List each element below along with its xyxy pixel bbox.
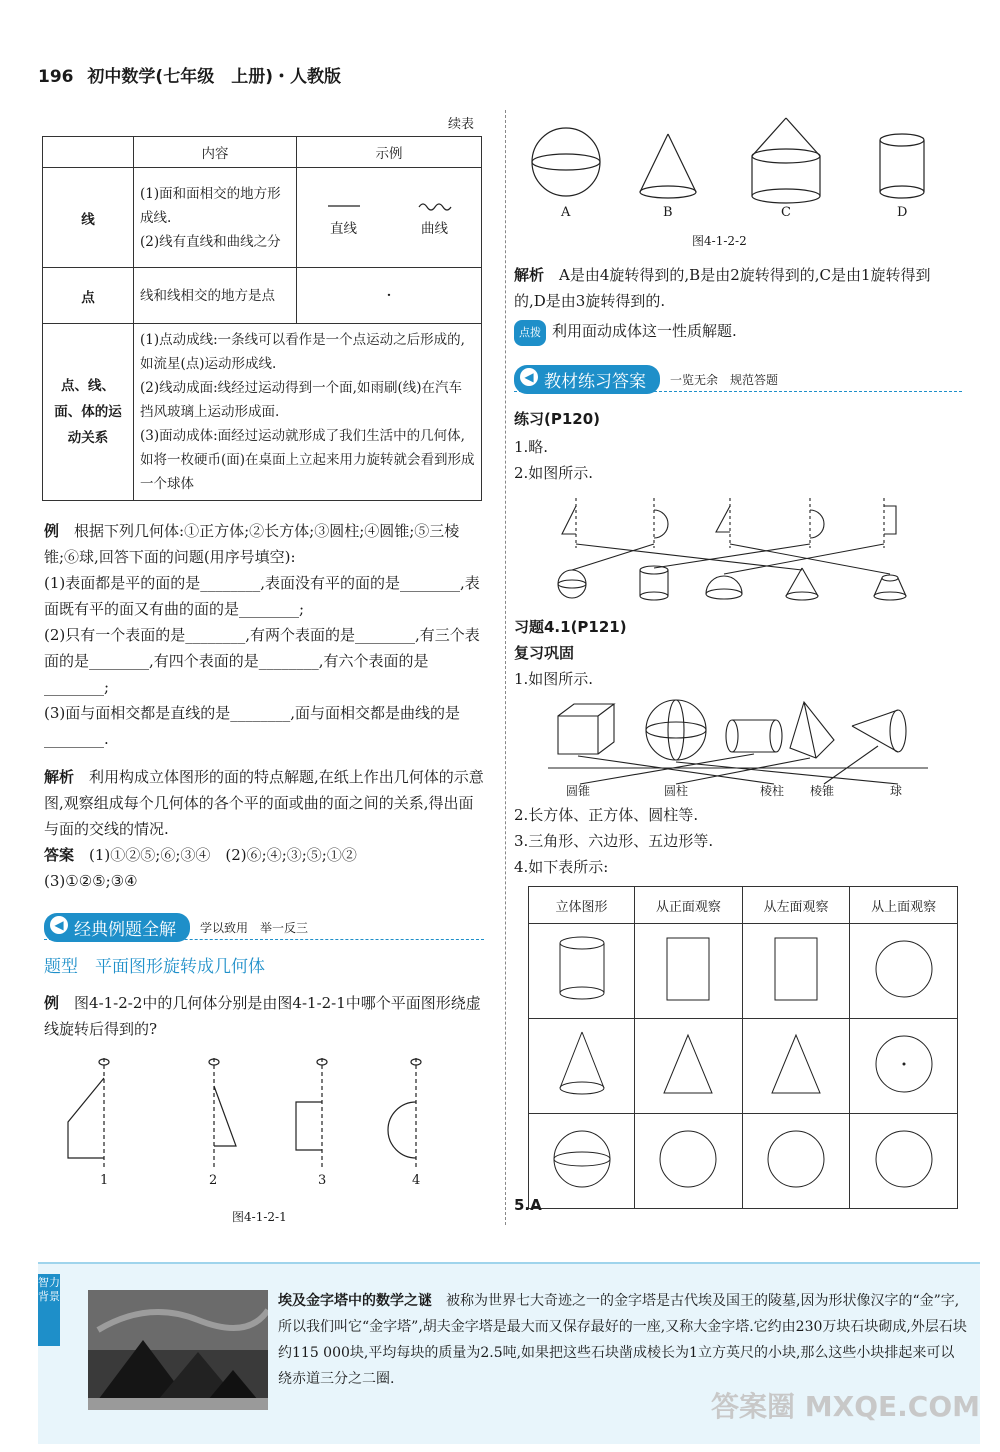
exercise-4: 4.如下表所示: bbox=[514, 858, 609, 876]
line-content-1: (1)面和面相交的地方形成线. bbox=[140, 185, 281, 226]
views-row-cone bbox=[529, 1019, 958, 1114]
analysis-2 bbox=[514, 262, 962, 314]
cylinder-left-view bbox=[771, 934, 821, 1004]
example-1-line-1: 根据下列几何体:①正方体;②长方体;③圆柱;④圆锥;⑤三棱锥;⑥球,回答下面的问题(用序号填空): bbox=[44, 522, 460, 566]
book-title: 初中数学(七年级 上册)・人教版 bbox=[87, 67, 341, 87]
match-label-sphere: 球 bbox=[890, 784, 903, 798]
views-header-top: 从上面观察 bbox=[850, 887, 958, 924]
analysis-1 bbox=[44, 764, 484, 842]
example-1-label: 例 bbox=[44, 522, 60, 540]
practice-title: 练习(P120) bbox=[514, 410, 601, 428]
fig2-caption: 图4-1-2-2 bbox=[692, 234, 747, 248]
row-head-line: 线 bbox=[43, 168, 134, 268]
fig1-label-3: 3 bbox=[318, 1173, 327, 1188]
example-2-label: 例 bbox=[44, 994, 60, 1012]
sphere-front-view bbox=[656, 1127, 720, 1191]
analysis-2-text: A是由4旋转得到的,B是由2旋转得到的,C是由1旋转得到的,D是由3旋转得到的. bbox=[514, 266, 931, 310]
answer-1 bbox=[44, 842, 484, 894]
sphere-solid bbox=[550, 1127, 614, 1191]
fig1-label-2: 2 bbox=[209, 1173, 218, 1188]
tip-label: 点拨 bbox=[514, 320, 546, 346]
textbook-answers-sub: 一览无余 规范答题 bbox=[670, 372, 779, 387]
classic-examples-title: 经典例题全解 bbox=[74, 919, 176, 940]
column-divider bbox=[505, 110, 506, 1225]
cone-front-view bbox=[658, 1029, 718, 1099]
cylinder-front-view bbox=[663, 934, 713, 1004]
concept-table bbox=[42, 136, 482, 501]
practice-2-matching-figure bbox=[540, 492, 940, 610]
answer-1-line-1: (1)①②⑤;⑥;③④ (2)⑥;④;③;⑤;①② bbox=[89, 846, 357, 864]
example-1-line-2: (1)表面都是平的面的是________,表面没有平的面的是________,表面既有平的面又有曲的面的是________; bbox=[44, 574, 480, 618]
example-1 bbox=[44, 518, 484, 752]
cone-top-view bbox=[872, 1032, 936, 1096]
straight-line-sample bbox=[326, 199, 362, 213]
fig2-label-b: B bbox=[663, 205, 673, 220]
cylinder-top-view bbox=[872, 937, 936, 1001]
example-1-line-3: (2)只有一个表面的是________,有两个表面的是________,有三个表面的是________,有四个表面的是________,有六个表面的是________; bbox=[44, 626, 480, 696]
row-head-point: 点 bbox=[43, 268, 134, 324]
answer-1-label: 答案 bbox=[44, 846, 75, 864]
match-label-cylinder: 圆柱 bbox=[664, 784, 689, 798]
analysis-1-text: 利用构成立体图形的面的特点解题,在纸上作出几何体的示意图,观察组成每个几何体的各个平的面或曲的面之间的关系,得出面与面的交线的情况. bbox=[44, 768, 484, 838]
cone-left-view bbox=[766, 1029, 826, 1099]
classic-examples-sub: 学以致用 举一反三 bbox=[200, 920, 309, 935]
views-header-front: 从正面观察 bbox=[635, 887, 743, 924]
line-content-2: (2)线有直线和曲线之分 bbox=[140, 233, 281, 250]
exercise-2: 2.长方体、正方体、圆柱等. bbox=[514, 806, 699, 824]
page-header bbox=[38, 62, 341, 87]
continued-table-label: 续表 bbox=[448, 117, 475, 132]
cylinder-solid bbox=[552, 933, 612, 1005]
pyramid-photo bbox=[88, 1290, 268, 1410]
views-header-left: 从左面观察 bbox=[742, 887, 850, 924]
fig1-label-1: 1 bbox=[100, 1173, 109, 1188]
background-text: 被称为世界七大奇迹之一的金字塔是古代埃及国王的陵墓,因为形状像汉字的“金”字,所以我们叫它“金字塔”,胡夫金字塔是最大而又保存最好的一座,又称大金字塔.它约由230万块石块砌成,外层石块约115 000块,平均每块的质量为2.5吨,如果把这些石块凿成棱长为1立方英尺的小块,那么这些小块排起来可以绕赤道三分之二圈. bbox=[278, 1293, 967, 1387]
match-label-prism: 棱柱 bbox=[760, 784, 785, 798]
example-2 bbox=[44, 990, 484, 1042]
example-2-text: 图4-1-2-2中的几何体分别是由图4-1-2-1中哪个平面图形绕虚线旋转后得到的? bbox=[44, 994, 481, 1038]
curve-line-sample bbox=[417, 199, 453, 213]
col-example-header: 示例 bbox=[297, 137, 482, 168]
textbook-answers-title: 教材练习答案 bbox=[544, 371, 646, 392]
row-head-motion: 点、线、面、体的运动关系 bbox=[43, 324, 134, 501]
practice-1: 1.略. bbox=[514, 438, 549, 456]
analysis-1-label: 解析 bbox=[44, 768, 75, 786]
practice-2: 2.如图所示. bbox=[514, 464, 594, 482]
sphere-left-view bbox=[764, 1127, 828, 1191]
fig2-label-a: A bbox=[561, 205, 571, 220]
match-label-cone: 圆锥 bbox=[566, 784, 591, 798]
background-tag: 智力背景 bbox=[38, 1274, 60, 1346]
tip bbox=[514, 318, 737, 346]
match-label-pyramid: 棱锥 bbox=[810, 784, 835, 798]
three-views-table bbox=[528, 886, 958, 1209]
views-header-solid: 立体图形 bbox=[529, 887, 635, 924]
motion-content-1: (1)点动成线:一条线可以看作是一个点运动之后形成的,如流星(点)运动形成线. bbox=[140, 332, 465, 372]
views-row-sphere bbox=[529, 1114, 958, 1209]
watermark: 答案圈 MXQE.COM bbox=[711, 1390, 980, 1423]
motion-content-3: (3)面动成体:面经过运动就形成了我们生活中的几何体,如将一枚硬币(面)在桌面上立起来用力旋转就会看到形成一个球体 bbox=[140, 428, 475, 492]
problem-type-title: 题型 平面图形旋转成几何体 bbox=[44, 957, 265, 977]
exercise-1: 1.如图所示. bbox=[514, 670, 594, 688]
exercise-3: 3.三角形、六边形、五边形等. bbox=[514, 832, 714, 850]
megaphone-icon: ◀ bbox=[520, 368, 538, 386]
tip-text: 利用面动成体这一性质解题. bbox=[552, 322, 737, 340]
analysis-2-label: 解析 bbox=[514, 266, 545, 284]
fig2-label-d: D bbox=[897, 205, 908, 220]
col-content-header: 内容 bbox=[134, 137, 297, 168]
page-number: 196 bbox=[38, 67, 74, 87]
figure-4-1-2-2 bbox=[520, 112, 980, 222]
straight-line-label: 直线 bbox=[330, 220, 357, 237]
sphere-top-view bbox=[872, 1127, 936, 1191]
fig2-label-c: C bbox=[781, 205, 791, 220]
views-row-cylinder bbox=[529, 924, 958, 1019]
line-example bbox=[297, 168, 482, 268]
cone-solid bbox=[552, 1028, 612, 1100]
fig1-label-4: 4 bbox=[412, 1173, 421, 1188]
example-1-line-4: (3)面与面相交都是直线的是________,面与面相交都是曲线的是________. bbox=[44, 704, 461, 748]
fig1-caption: 图4-1-2-1 bbox=[232, 1210, 287, 1224]
textbook-answers-banner bbox=[514, 366, 962, 392]
review-title: 复习巩固 bbox=[514, 644, 575, 662]
answer-1-line-2: (3)①②⑤;③④ bbox=[44, 872, 138, 890]
motion-content-2: (2)线动成面:线经过运动得到一个面,如雨刷(线)在汽车挡风玻璃上运动形成面. bbox=[140, 380, 462, 420]
megaphone-icon: ◀ bbox=[50, 916, 68, 934]
point-content: 线和线相交的地方是点 bbox=[134, 268, 297, 324]
curve-line-label: 曲线 bbox=[421, 220, 448, 237]
exercise-1-matching-figure bbox=[548, 696, 928, 786]
classic-examples-banner bbox=[44, 914, 484, 940]
background-title: 埃及金字塔中的数学之谜 bbox=[278, 1293, 432, 1309]
exercise-5: 5.A bbox=[514, 1196, 542, 1214]
exercise-title: 习题4.1(P121) bbox=[514, 618, 627, 636]
point-example: · bbox=[297, 268, 482, 324]
